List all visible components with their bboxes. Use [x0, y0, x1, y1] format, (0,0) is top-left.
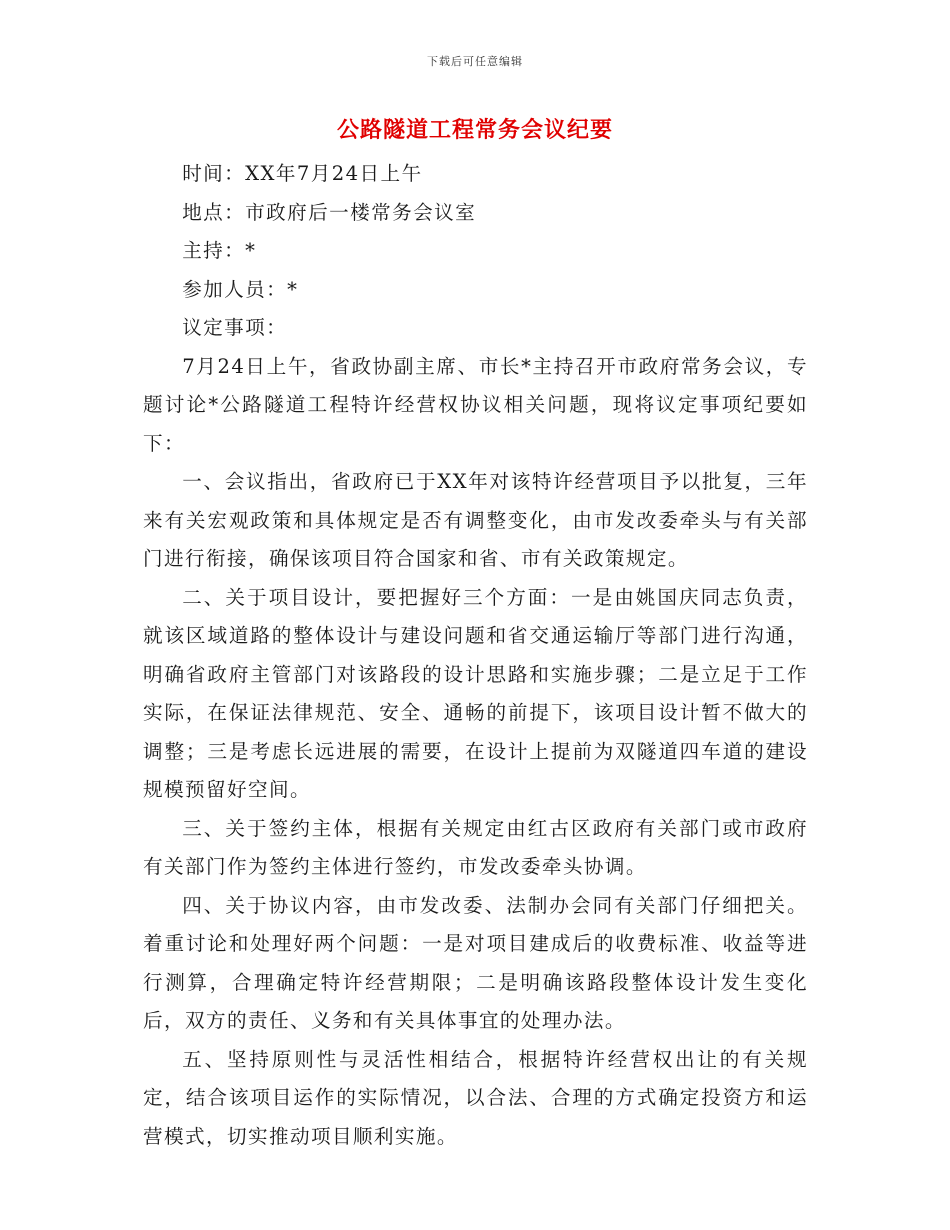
meta-location: 地点：市政府后一楼常务会议室: [182, 200, 477, 224]
item-paragraph-4: 四、关于协议内容，由市发改委、法制办会同有关部门仔细把关。着重讨论和处理好两个问题：一是对项目建成后的收费标准、收益等进行测算，合理确定特许经营期限；二是明确该路段整体设计发生变化后，双方的责任、义务和有关具体事宜的处理办法。: [143, 893, 808, 1032]
intro-paragraph: 7月24日上午，省政协副主席、市长*主持召开市政府常务会议，专题讨论*公路隧道工程特许经营权协议相关问题，现将议定事项纪要如下：: [143, 354, 808, 455]
item-paragraph-1: 一、会议指出，省政府已于XX年对该特许经营项目予以批复，三年来有关宏观政策和具体规定是否有调整变化，由市发改委牵头与有关部门进行衔接，确保该项目符合国家和省、市有关政策规定。: [143, 470, 808, 570]
meta-time: 时间：XX年7月24日上午: [182, 162, 423, 185]
item-paragraph-3: 三、关于签约主体，根据有关规定由红古区政府有关部门或市政府有关部门作为签约主体进行签约，市发改委牵头协调。: [143, 816, 808, 878]
item-paragraph-5: 五、坚持原则性与灵活性相结合，根据特许经营权出让的有关规定，结合该项目运作的实际情况，以合法、合理的方式确定投资方和运营模式，切实推动项目顺利实施。: [143, 1047, 808, 1148]
document-body: [143, 155, 808, 1156]
meta-host: 主持：*: [182, 239, 257, 262]
meta-agenda-heading: 议定事项：: [182, 316, 288, 339]
meta-attendees: 参加人员：*: [182, 277, 299, 301]
document-title: 公路隧道工程常务会议纪要: [336, 117, 613, 143]
header-note: 下载后可任意编辑: [427, 55, 523, 68]
item-paragraph-2: 二、关于项目设计，要把握好三个方面：一是由姚国庆同志负责，就该区域道路的整体设计与建设问题和省交通运输厅等部门进行沟通，明确省政府主管部门对该路段的设计思路和实施步骤；二是立足于工作实际，在保证法律规范、安全、通畅的前提下，该项目设计暂不做大的调整；三是考虑长远进展的需要，在设计上提前为双隧道四车道的建设规模预留好空间。: [143, 585, 808, 801]
